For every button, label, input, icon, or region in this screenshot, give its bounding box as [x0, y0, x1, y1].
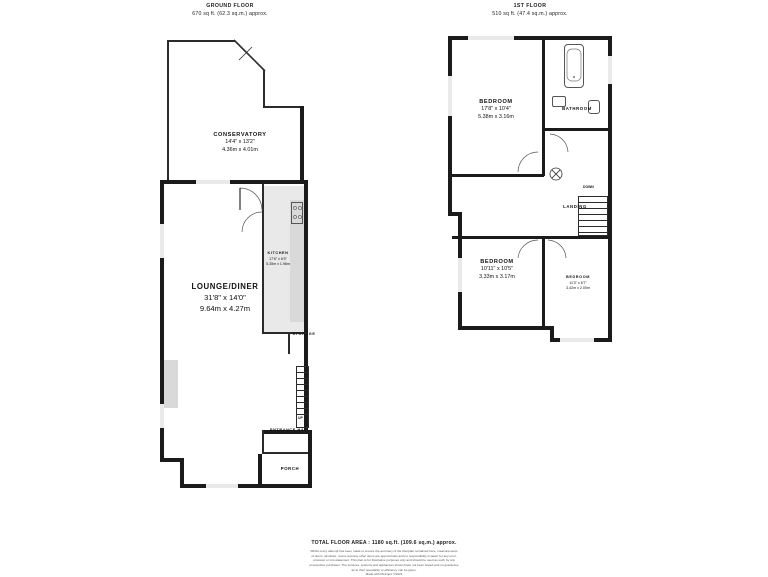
ground-wall-bottom — [180, 484, 312, 488]
first-interior-wall-bed3-left — [542, 236, 545, 330]
window-ground-bottom — [206, 484, 238, 488]
entrance-hall-wall-top — [262, 430, 264, 454]
conservatory-wall-top — [167, 40, 235, 42]
stair-step — [296, 402, 309, 403]
room-label-storage: STORAGE — [292, 332, 316, 336]
stair-step — [296, 378, 309, 379]
door-arc-lounge-kitchen — [240, 210, 264, 236]
room-dim-metric-bedroom-2: 3.33m x 3.17m — [479, 273, 515, 280]
room-conservatory — [182, 131, 298, 155]
stair-step — [578, 220, 608, 221]
room-label-entrance-hall: ENTRANCE HALL — [269, 428, 311, 432]
ground-floor-header — [160, 3, 300, 19]
door-arc-bedroom1 — [516, 150, 540, 176]
door-arc-bedroom3 — [546, 238, 568, 262]
first-interior-wall-landing-left — [542, 40, 545, 176]
room-storage — [286, 332, 322, 338]
room-dim-imperial-bedroom-2: 10'11" x 10'5" — [480, 266, 514, 273]
first-wall-bottom-left — [458, 326, 554, 330]
room-label-conservatory: CONSERVATORY — [213, 132, 267, 138]
conservatory-wall-left — [167, 40, 169, 182]
room-dim-imperial-bedroom-3: 11'3" x 6'7" — [569, 280, 587, 285]
disclaimer-line-5: as to their operability or efficiency can be given. — [351, 567, 417, 572]
door-arc-bathroom — [548, 132, 570, 156]
room-label-bedroom-1: BEDROOM — [479, 99, 513, 105]
window-first-right — [608, 56, 612, 84]
window-first-bottom — [560, 338, 594, 342]
disclaimer-line-2: of doors, windows, rooms and any other items are approximate and no responsibility is taken for any error, — [311, 553, 457, 558]
room-label-kitchen: KITCHEN — [267, 251, 289, 255]
room-dim-imperial-kitchen: 17'6" x 6'5" — [269, 256, 287, 261]
first-floor-header — [460, 3, 600, 19]
porch-wall-left — [258, 454, 262, 488]
ground-wall-top — [160, 180, 308, 184]
conservatory-corner-diagonal — [232, 38, 272, 76]
stair-step — [296, 408, 309, 409]
room-kitchen — [256, 251, 300, 267]
window-ground-left-2 — [160, 404, 164, 428]
room-dim-imperial-lounge: 31'8" x 14'0" — [204, 293, 246, 303]
room-bedroom-3 — [548, 275, 608, 291]
room-porch — [270, 466, 310, 472]
room-bedroom-2 — [452, 258, 542, 282]
ground-bay-window — [164, 360, 178, 408]
room-landing — [544, 204, 606, 210]
stair-step — [578, 232, 608, 233]
room-label-porch: PORCH — [280, 466, 300, 471]
window-ground-left-1 — [160, 224, 164, 258]
room-dim-metric-kitchen: 5.35m x 1.96m — [266, 261, 290, 266]
hob-burners-icon — [291, 202, 303, 224]
ground-floor-area: 670 sq ft. (62.3 sq.m.) approx. — [192, 10, 268, 17]
loft-hatch-icon — [548, 166, 564, 182]
stair-down-label: DOWN — [583, 185, 594, 189]
room-label-landing: LANDING — [563, 204, 587, 209]
stair-step — [578, 214, 608, 215]
conservatory-wall-top-right — [263, 106, 304, 108]
room-entrance-hall — [264, 428, 316, 434]
disclaimer-line-3: omission or mis-statement. This plan is for illustrative purposes only and should be used as such by any — [313, 558, 455, 563]
stair-step — [296, 396, 309, 397]
disclaimer — [124, 549, 644, 577]
first-interior-wall-bathroom-bottom — [545, 128, 609, 131]
window-ground-top — [196, 180, 230, 184]
room-dim-imperial-conservatory: 14'4" x 13'2" — [225, 139, 255, 146]
room-label-bathroom: BATHROOM — [562, 106, 592, 111]
stair-step — [296, 372, 309, 373]
first-wall-left-upper — [448, 36, 452, 216]
room-bathroom — [546, 106, 608, 112]
ground-wall-left-upper — [160, 180, 164, 352]
stair-step — [578, 202, 608, 203]
disclaimer-line-1: Whilst every attempt has been made to ensure the accuracy of the floorplan contained here, measurements — [310, 549, 458, 553]
room-dim-imperial-bedroom-1: 17'8" x 10'4" — [481, 106, 511, 113]
stair-step — [296, 390, 309, 391]
stair-step — [578, 226, 608, 227]
room-lounge-diner — [165, 281, 285, 314]
bathtub-inner-icon — [566, 48, 582, 84]
stair-up-label: UP — [298, 416, 303, 420]
room-dim-metric-lounge: 9.64m x 4.27m — [199, 304, 251, 314]
stair-step — [296, 384, 309, 385]
entrance-hall-wall-div — [264, 452, 308, 454]
first-floor-title: 1ST FLOOR — [513, 3, 547, 9]
disclaimer-line-6: Made with Metropix ©2021 — [365, 572, 403, 577]
room-label-lounge-diner: LOUNGE/DINER — [191, 282, 259, 291]
total-floor-area: TOTAL FLOOR AREA : 1180 sq.ft. (109.6 sq.m.) approx. — [311, 540, 457, 546]
ground-wall-right-lower — [308, 430, 312, 488]
room-label-bedroom-2: BEDROOM — [480, 259, 514, 265]
room-dim-metric-bedroom-3: 3.42m x 2.00m — [566, 285, 590, 290]
first-floor-area: 510 sq ft. (47.4 sq.m.) approx. — [492, 10, 568, 17]
window-first-top-1 — [468, 36, 514, 40]
ground-floor-title: GROUND FLOOR — [206, 3, 254, 9]
disclaimer-line-4: prospective purchaser. The services, systems and appliances shown have not been tested and no guarantee — [309, 562, 459, 567]
room-bedroom-1 — [450, 98, 542, 122]
conservatory-wall-right-upper — [263, 70, 265, 108]
stair-step — [296, 414, 309, 415]
room-dim-metric-conservatory: 4.36m x 4.01m — [222, 146, 258, 153]
room-label-bedroom-3: BEDROOM — [565, 275, 591, 279]
room-dim-metric-bedroom-1: 5.38m x 3.16m — [478, 113, 514, 120]
conservatory-wall-right-lower — [300, 106, 304, 184]
